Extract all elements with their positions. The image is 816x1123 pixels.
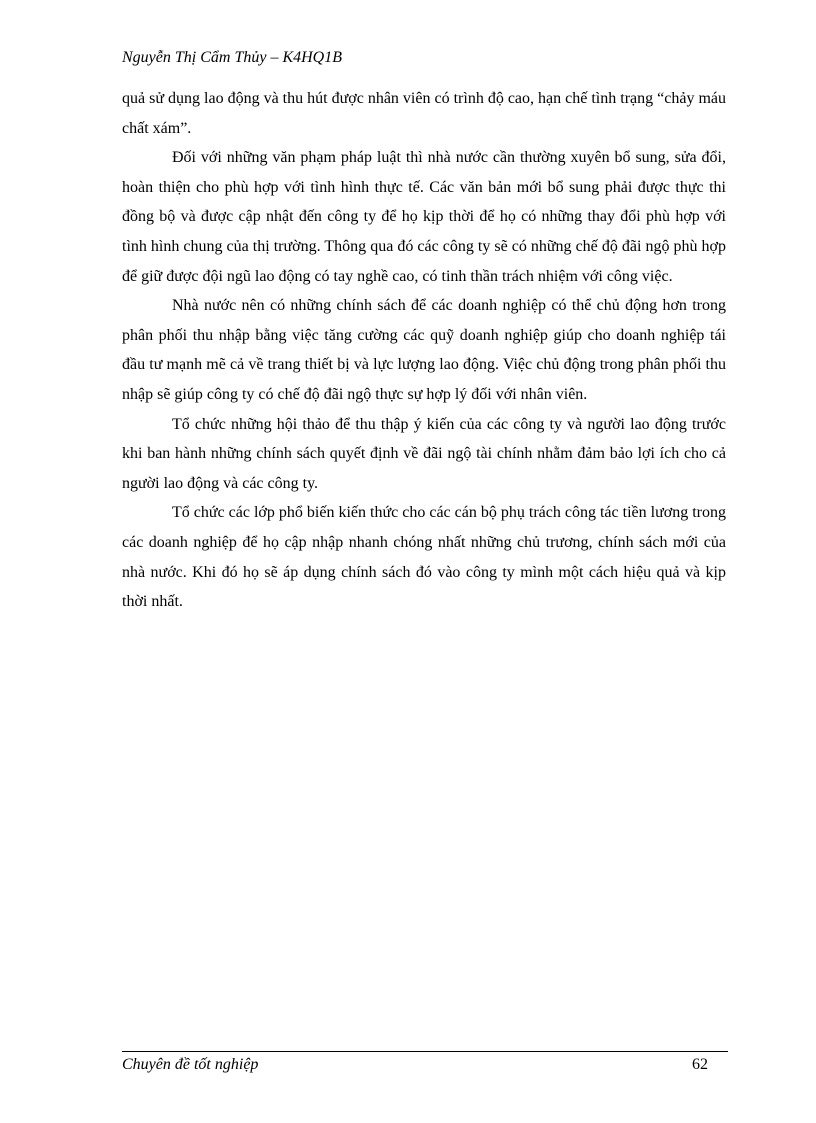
paragraph-workshops: Tổ chức những hội thảo để thu thập ý kiến của các công ty và người lao động trước khi ban hành những chính sách quyết định về đãi ngộ tài chính nhằm đảm bảo lợi ích cho cả người lao động và các công ty. [122, 415, 726, 492]
paragraph-legal-documents: Đối với những văn phạm pháp luật thì nhà nước cần thường xuyên bổ sung, sửa đổi, hoàn thiện cho phù hợp với tình hình thực tế. Các văn bản mới bổ sung phải được thực thi đồng bộ và được cập nhật đến công ty để họ kịp thời để họ có những thay đổi phù hợp với tình hình chung của thị trường. Thông qua đó các công ty sẽ có những chế độ đãi ngộ phù hợp để giữ được đội ngũ lao động có tay nghề cao, có tinh thần trách nhiệm với công việc. [122, 149, 726, 285]
page-header-author: Nguyễn Thị Cẩm Thủy – K4HQ1B [122, 49, 342, 66]
footer-divider [122, 1051, 728, 1052]
paragraph-continuation: quả sử dụng lao động và thu hút được nhân viên có trình độ cao, hạn chế tình trạng “chảy máu chất xám”. [122, 90, 726, 137]
paragraph-training-classes: Tổ chức các lớp phổ biến kiến thức cho các cán bộ phụ trách công tác tiền lương trong các doanh nghiệp để họ cập nhập nhanh chóng nhất những chủ trương, chính sách mới của nhà nước. Khi đó họ sẽ áp dụng chính sách đó vào công ty mình một cách hiệu quả và kịp thời nhất. [122, 504, 726, 611]
document-body [122, 84, 726, 617]
footer-title: Chuyên đề tốt nghiệp [122, 1056, 259, 1073]
page-number: 62 [692, 1056, 708, 1073]
paragraph-income-distribution: Nhà nước nên có những chính sách để các doanh nghiệp có thể chủ động hơn trong phân phối thu nhập bằng việc tăng cường các quỹ doanh nghiệp giúp cho doanh nghiệp tái đầu tư mạnh mẽ cả về trang thiết bị và lực lượng lao động. Việc chủ động trong phân phối thu nhập sẽ giúp công ty có chế độ đãi ngộ thực sự hợp lý đối với nhân viên. [122, 297, 726, 403]
